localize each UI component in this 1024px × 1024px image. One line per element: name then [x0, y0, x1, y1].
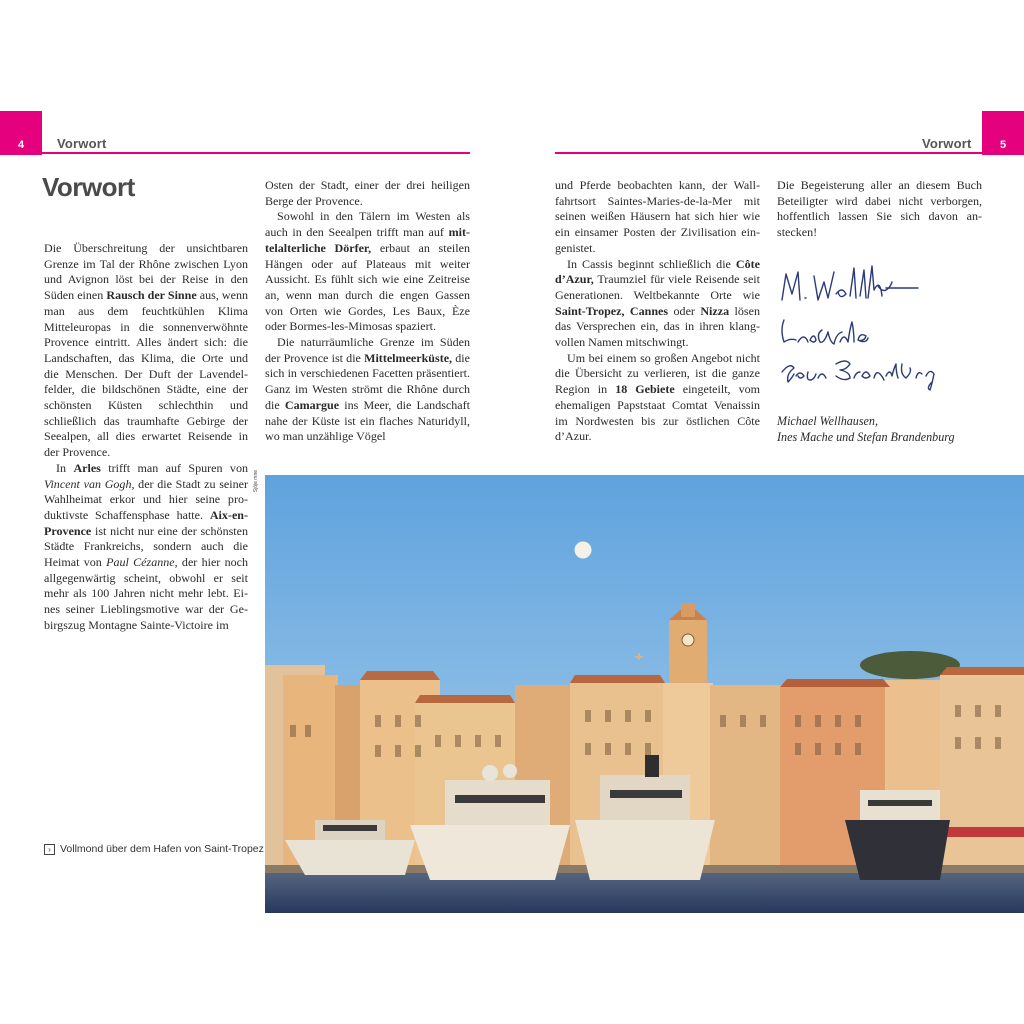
signature-wellhausen [782, 266, 918, 300]
signatures [778, 260, 998, 400]
paragraph: Die Überschreitung der unsichtbaren Grenze im Tal der Rhône zwischen Lyon und Avignon löst bei der Reise in den Süden einen Rausch der Sinne aus, wenn man aus dem feuchtkühlen Klima Mitteleuropas in die sonnenverwöhnte Provence eintritt. Alles ändert sich: die Landschaften, das Klima, die Orte und die Menschen. Der Duft der Lavendelfelder, die bildschönen Städte, eine der schönsten Küsten schlechthin und schließlich das traumhafte Gebirge der Seealpen, all dies erwartet Reisende in der Provence. [44, 241, 248, 460]
caption-text: Vollmond über dem Hafen von Saint-Tropez [60, 843, 264, 855]
clock-tower [669, 603, 707, 685]
signature-mache [782, 320, 868, 344]
page-number-box [982, 111, 1024, 155]
text-column-1 [555, 178, 760, 445]
page-number-box [0, 111, 42, 155]
paragraph: In Arles trifft man auf Spuren von Vincent van Gogh, der die Stadt zu seiner Wahlheimat erkor und hier seine produktivste Schaffensphase hatte. Aix-en-Provence ist nicht nur eine der schönsten Städte Frankreichs, sondern auch die Heimat von Paul Cézanne, der hier noch allgegenwärtig scheint, obwohl er seit mehr als 100 Jahren nicht mehr lebt. Eines seiner Lieblingsmotive war der Gebirgszug Montagne Sainte-Victoire im [44, 460, 249, 632]
harbor-photo [265, 475, 1024, 913]
yacht [845, 790, 950, 880]
paragraph: Die Begeisterung aller an diesem Buch Beteiligter wird dabei nicht verborgen, hoffentlich lassen Sie sich davon anstecken! [777, 178, 982, 240]
arrow-box-icon: › [44, 844, 55, 855]
header-rule [555, 152, 982, 154]
page-number: 5 [999, 139, 1007, 151]
header-rule [42, 152, 470, 154]
author-names [777, 414, 997, 445]
photo-credit: Sjöje mne [253, 470, 259, 493]
text-column-2 [265, 178, 470, 445]
author-line: Michael Wellhausen, [777, 414, 878, 428]
paragraph: Die naturräumliche Grenze im Süden der Provence ist die Mittelmeerküste, die sich in verschiedenen Facetten präsentiert. Ganz im Westen strömt die Rhône durch die Camargue ins Meer, die Landschaft nahe der Küste ist ein flaches Naturidyll, wo man unzählige Vögel [265, 335, 470, 444]
page-title: Vorwort [42, 172, 135, 202]
paragraph: Osten der Stadt, einer der drei heiligen Berge der Provence. [265, 178, 470, 208]
paragraph: In Cassis beginnt schließlich die Côte d’Azur, Traumziel für viele Reisende seit Generationen. Weltbekannte Orte wie Saint-Tropez, Cannes oder Nizza lösen das Versprechen ein, das in ihren klangvollen Namen mitschwingt. [555, 256, 760, 350]
full-moon [575, 542, 592, 559]
paragraph: Sowohl in den Tälern im Westen als auch in den Seealpen trifft man auf mittelalterliche Dörfer, erbaut an steilen Hängen oder auf Plateaus mit weiter Aussicht. Es fühlt sich wie eine Zeitreise an, wenn man durch die engen Gassen von Orten wie Gordes, Les Baux, Èze oder Bormes-les-Mimosas spaziert. [265, 209, 470, 334]
signature-brandenburg [782, 361, 934, 390]
page-number: 4 [17, 139, 25, 151]
photo-caption [44, 843, 264, 855]
text-column-1 [44, 241, 248, 634]
running-head: Vorwort [57, 136, 107, 151]
author-line: Ines Mache und Stefan Brandenburg [777, 429, 955, 444]
text-column-2 [777, 178, 982, 241]
paragraph: und Pferde beobachten kann, der Wallfahrtsort Saintes-Maries-de-la-Mer mit seinen weißen Häusern hat sich hier wie ein einsamer Posten der Zivilisation eingenistet. [555, 178, 760, 255]
running-head: Vorwort [922, 136, 972, 151]
paragraph: Um bei einem so großen Angebot nicht die Übersicht zu verlieren, ist die ganze Region in 18 Gebiete eingeteilt, vom ehemaligen Papststaat Comtat Venaissin im Nordwesten bis zur östlichen Côte d’Azur. [555, 350, 760, 444]
